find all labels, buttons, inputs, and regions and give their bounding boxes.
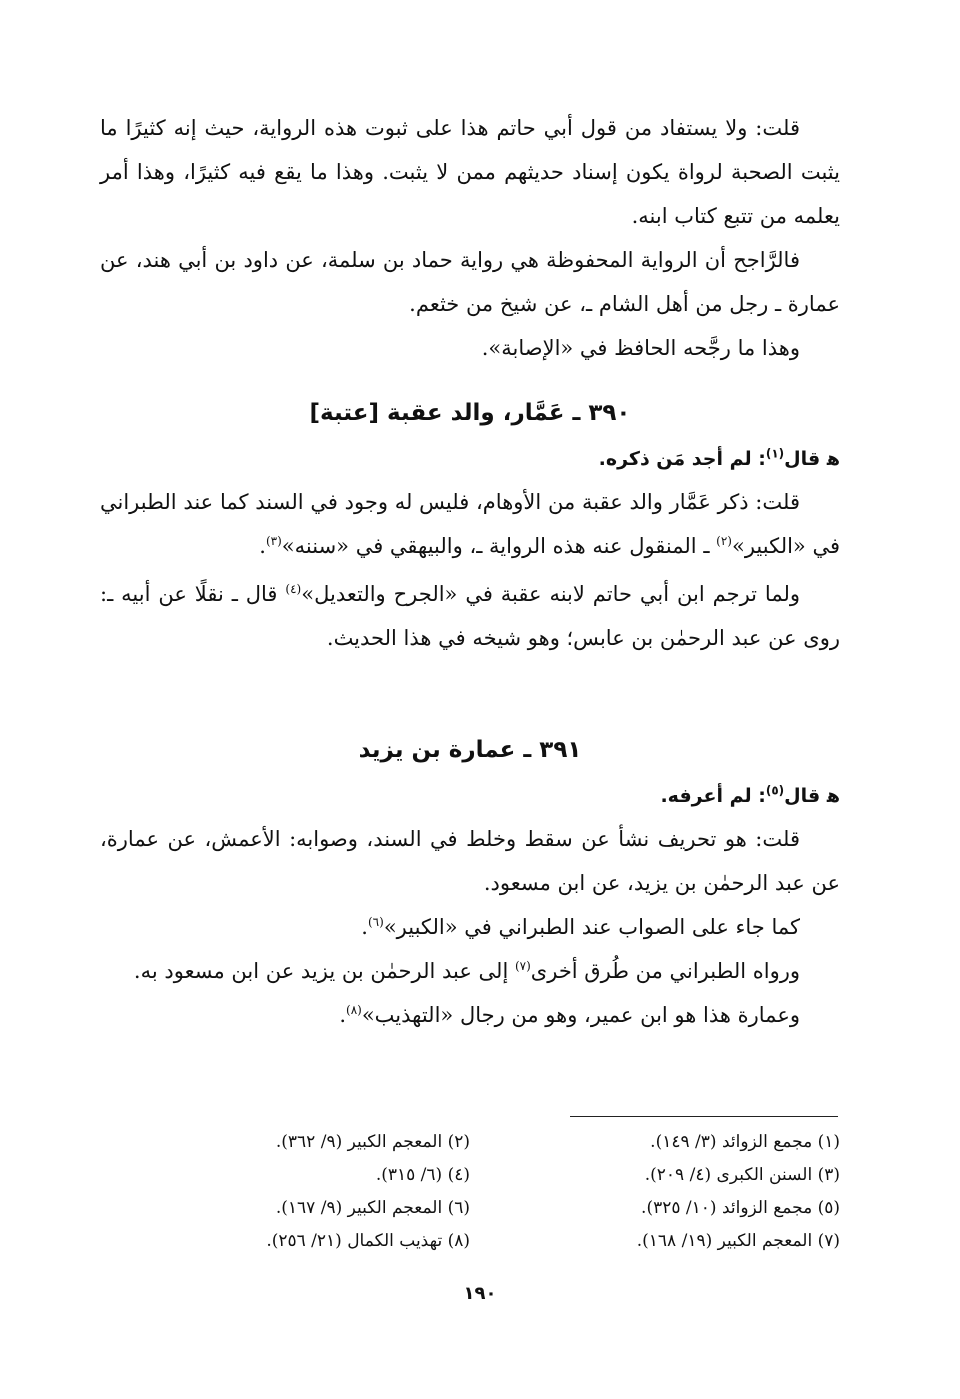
footnote-divider bbox=[570, 1116, 838, 1117]
section-heading: ٣٩١ ـ عمارة بن يزيد bbox=[358, 737, 582, 763]
paragraph: فالرَّاجح أن الرواية المحفوظة هي رواية حماد بن سلمة، عن داود بن أبي هند، عن عمارة ـ رجل من أهل الشام ـ، عن شيخ من خثعم. bbox=[100, 248, 840, 316]
paragraph: قلت: ولا يستفاد من قول أبي حاتم هذا على ثبوت هذه الرواية، حيث إنه كثيرًا ما يثبت الصحبة لرواة يكون إسناد حديثهم ممن لا يثبت. وهذا ما يقع فيه كثيرًا، وهذا أمر يعلمه من تتبع كتاب ابنه. bbox=[100, 116, 840, 228]
paragraph-text: . bbox=[339, 1003, 346, 1027]
footnote-ref: (٦) bbox=[367, 915, 384, 929]
paragraph bbox=[100, 993, 840, 1037]
paragraph bbox=[100, 480, 840, 568]
text-block-top bbox=[100, 106, 840, 370]
footnote: (٤) (٦/ ٣١٥). bbox=[375, 1165, 470, 1185]
paragraph: قلت: هو تحريف نشأ عن سقط وخلط في السند، وصوابه: الأعمش، عن عمارة، عن عبد الرحمٰن بن يزيد، عن ابن مسعود. bbox=[100, 827, 840, 895]
footnote: (٨) تهذيب الكمال (٢١/ ٢٥٦). bbox=[266, 1231, 470, 1251]
footnote: (٣) السنن الكبرى (٤/ ٢٠٩). bbox=[644, 1165, 840, 1185]
paragraph-text: ـ المنقول عنه هذه الرواية ـ، والبيهقي في «سننه» bbox=[281, 534, 717, 558]
paragraph-text: . bbox=[361, 915, 368, 939]
footnote-ref: (٨) bbox=[346, 1003, 362, 1017]
paragraph-text: قلت: ذكر عَمَّار والد عقبة من الأوهام، فليس له وجود في السند كما عند الطبراني في «الكبير» bbox=[100, 490, 840, 558]
paragraph bbox=[100, 905, 840, 949]
section-heading: ٣٩٠ ـ عَمَّار، والد عقبة [عتبة] bbox=[309, 400, 631, 426]
quote-marker: ﻫ bbox=[826, 785, 840, 807]
page-number: ١٩٠ bbox=[463, 1283, 497, 1304]
footnotes bbox=[100, 1128, 840, 1256]
quote-prefix: قال bbox=[784, 785, 821, 807]
paragraph bbox=[100, 572, 840, 660]
footnote-ref: (٧) bbox=[514, 959, 531, 973]
footnote: (١) مجمع الزوائد (٣/ ١٤٩). bbox=[650, 1132, 840, 1152]
paragraph: وهذا ما رجَّحه الحافظ في «الإصابة». bbox=[481, 336, 800, 360]
quote-marker: ﻫ bbox=[826, 448, 840, 470]
footnote: (٧) المعجم الكبير (١٩/ ١٦٨). bbox=[636, 1231, 840, 1251]
footnote-ref: (٣) bbox=[265, 534, 282, 548]
paragraph-text: كما جاء على الصواب عند الطبراني في «الكبير» bbox=[383, 915, 800, 939]
paragraph-text: ولما ترجم ابن أبي حاتم لابنه عقبة في «الجرح والتعديل» bbox=[301, 582, 800, 606]
footnote: (٢) المعجم الكبير (٩/ ٣٦٢). bbox=[275, 1132, 470, 1152]
quote-text: : لم أعرفه. bbox=[660, 785, 766, 807]
footnote: (٥) مجمع الزوائد (١٠/ ٣٢٥). bbox=[641, 1198, 840, 1218]
quote-prefix: قال bbox=[784, 448, 821, 470]
quote-text: : لم أجد مَن ذكره. bbox=[598, 448, 766, 470]
paragraph bbox=[100, 949, 840, 993]
footnote-ref: (٥) bbox=[765, 783, 785, 798]
paragraph-text: وعمارة هذا هو ابن عمير، وهو من رجال «التهذيب» bbox=[361, 1003, 800, 1027]
footnote-ref: (٤) bbox=[285, 582, 302, 596]
paragraph-text: إلى عبد الرحمٰن بن يزيد عن ابن مسعود به. bbox=[133, 959, 515, 983]
footnote: (٦) المعجم الكبير (٩/ ١٦٧). bbox=[275, 1198, 470, 1218]
quote-line bbox=[100, 775, 840, 817]
paragraph-text: ورواه الطبراني من طُرق أخرى bbox=[530, 959, 800, 983]
section-391 bbox=[100, 725, 840, 1037]
paragraph-text: قال ـ نقلًا عن أبيه ـ: روى عن عبد الرحمٰن بن عابس؛ وهو شيخه في هذا الحديث. bbox=[100, 582, 840, 650]
paragraph-text: . bbox=[259, 534, 266, 558]
section-390 bbox=[100, 388, 840, 660]
footnote-ref: (١) bbox=[765, 446, 785, 461]
quote-line bbox=[100, 438, 840, 480]
footnote-ref: (٢) bbox=[716, 534, 732, 548]
